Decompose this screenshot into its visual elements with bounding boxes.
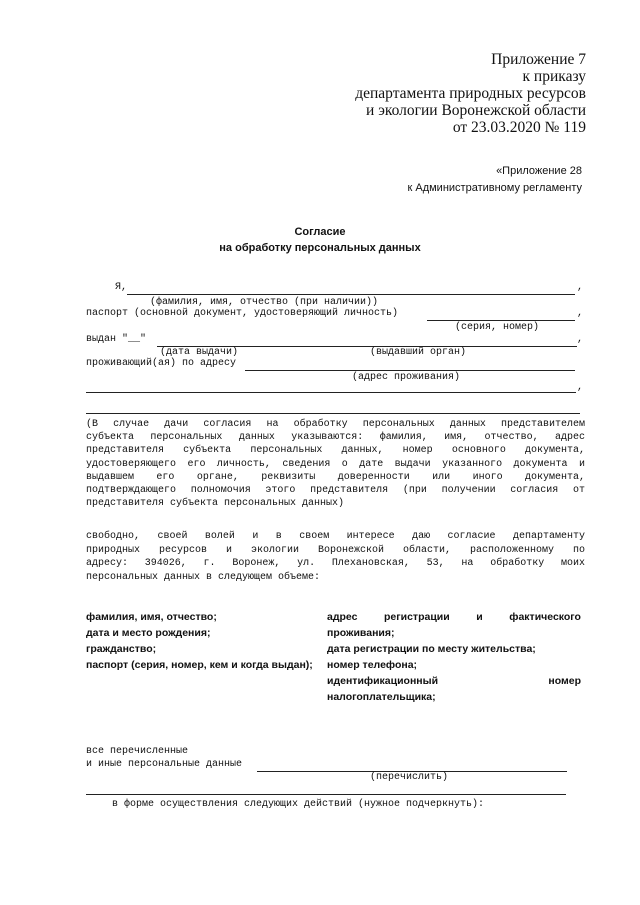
data-item-birth: дата и место рождения; — [86, 627, 211, 639]
consent-line: адресу: 394026, г. Воронеж, ул. Плехановская, 53, на обработку моих — [86, 558, 585, 569]
consent-line: персональных данных в следующем объеме: — [86, 571, 321, 583]
address-field[interactable] — [245, 370, 575, 371]
note-line: представителя субъекта персональных данных) — [86, 498, 345, 510]
data-item-inn-cont: налогоплательщика; — [327, 691, 436, 703]
data-item-phone: номер телефона; — [327, 659, 418, 671]
appendix-order: к приказу — [522, 68, 586, 85]
passport-label: паспорт (основной документ, удостоверяющий личность) — [86, 308, 399, 319]
actions-label: в форме осуществления следующих действий (нужное подчеркнуть): — [112, 799, 485, 810]
data-item-passport: паспорт (серия, номер, кем и когда выдан); — [86, 659, 313, 671]
document-title: Согласие — [294, 226, 346, 238]
note-line: удостоверяющего его личность, сведения о дате выдачи указанного документа и — [86, 458, 585, 470]
issued-comma: , — [577, 334, 584, 345]
address-hint: (адрес проживания) — [352, 372, 461, 383]
regulation-ref-line2: к Административному регламенту — [407, 182, 582, 194]
other-data-field-continued[interactable] — [86, 794, 566, 795]
issued-label: выдан "__" — [86, 334, 147, 345]
data-word: регистрации — [384, 611, 450, 623]
other-data-line1: все перечисленные — [86, 746, 189, 757]
data-item-inn — [327, 675, 581, 687]
fio-hint: (фамилия, имя, отчество (при наличии)) — [150, 297, 379, 308]
address-field-continued[interactable] — [86, 392, 576, 393]
date-hint: (дата выдачи) — [160, 347, 239, 358]
other-data-line2: и иные персональные данные — [86, 759, 243, 770]
note-line: выдавшем его органе, реквизиты доверенности или иного документа, — [86, 471, 585, 483]
data-item-registration — [327, 611, 581, 623]
data-item-fio: фамилия, имя, отчество; — [86, 611, 217, 623]
data-word: и — [476, 611, 483, 623]
document-subtitle: на обработку персональных данных — [219, 242, 421, 254]
representative-note — [86, 418, 585, 510]
fio-comma: , — [577, 282, 584, 293]
regulation-ref-line1: «Приложение 28 — [496, 165, 582, 177]
note-line: представителя субъекта персональных данных, номер основного документа, — [86, 445, 585, 457]
passport-field[interactable] — [427, 320, 575, 321]
list-hint: (перечислить) — [370, 772, 449, 783]
appendix-title: Приложение 7 — [491, 51, 586, 68]
consent-paragraph — [86, 530, 585, 584]
appendix-region: и экологии Воронежской области — [366, 102, 586, 119]
data-word: фактического — [509, 611, 581, 623]
data-item-registration-date: дата регистрации по месту жительства; — [327, 643, 536, 655]
data-word: номер — [548, 675, 581, 687]
appendix-date: от 23.03.2020 № 119 — [452, 119, 586, 136]
note-line: подтверждающего полномочия этого представителя (при получении согласия от — [86, 485, 585, 497]
issuer-hint: (выдавший орган) — [370, 347, 467, 358]
residing-label: проживающий(ая) по адресу — [86, 358, 237, 369]
note-line: субъекта персональных данных указываются: фамилия, имя, отчество, адрес — [86, 432, 585, 444]
data-item-registration-cont: проживания; — [327, 627, 395, 639]
passport-comma: , — [577, 308, 584, 319]
appendix-department: департамента природных ресурсов — [355, 85, 586, 102]
address-comma: , — [577, 382, 584, 393]
note-line: (В случае дачи согласия на обработку персональных данных представителем — [86, 419, 585, 430]
representative-field[interactable] — [86, 413, 580, 414]
fio-field[interactable] — [127, 294, 575, 295]
consent-line: свободно, своей волей и в своем интересе даю согласие департаменту — [86, 531, 585, 542]
series-hint: (серия, номер) — [455, 322, 540, 333]
i-label: Я, — [115, 282, 128, 293]
data-word: идентификационный — [327, 675, 439, 687]
consent-line: природных ресурсов и экологии Воронежской области, расположенному по — [86, 544, 585, 556]
data-item-citizenship: гражданство; — [86, 643, 157, 655]
data-word: адрес — [327, 611, 358, 623]
